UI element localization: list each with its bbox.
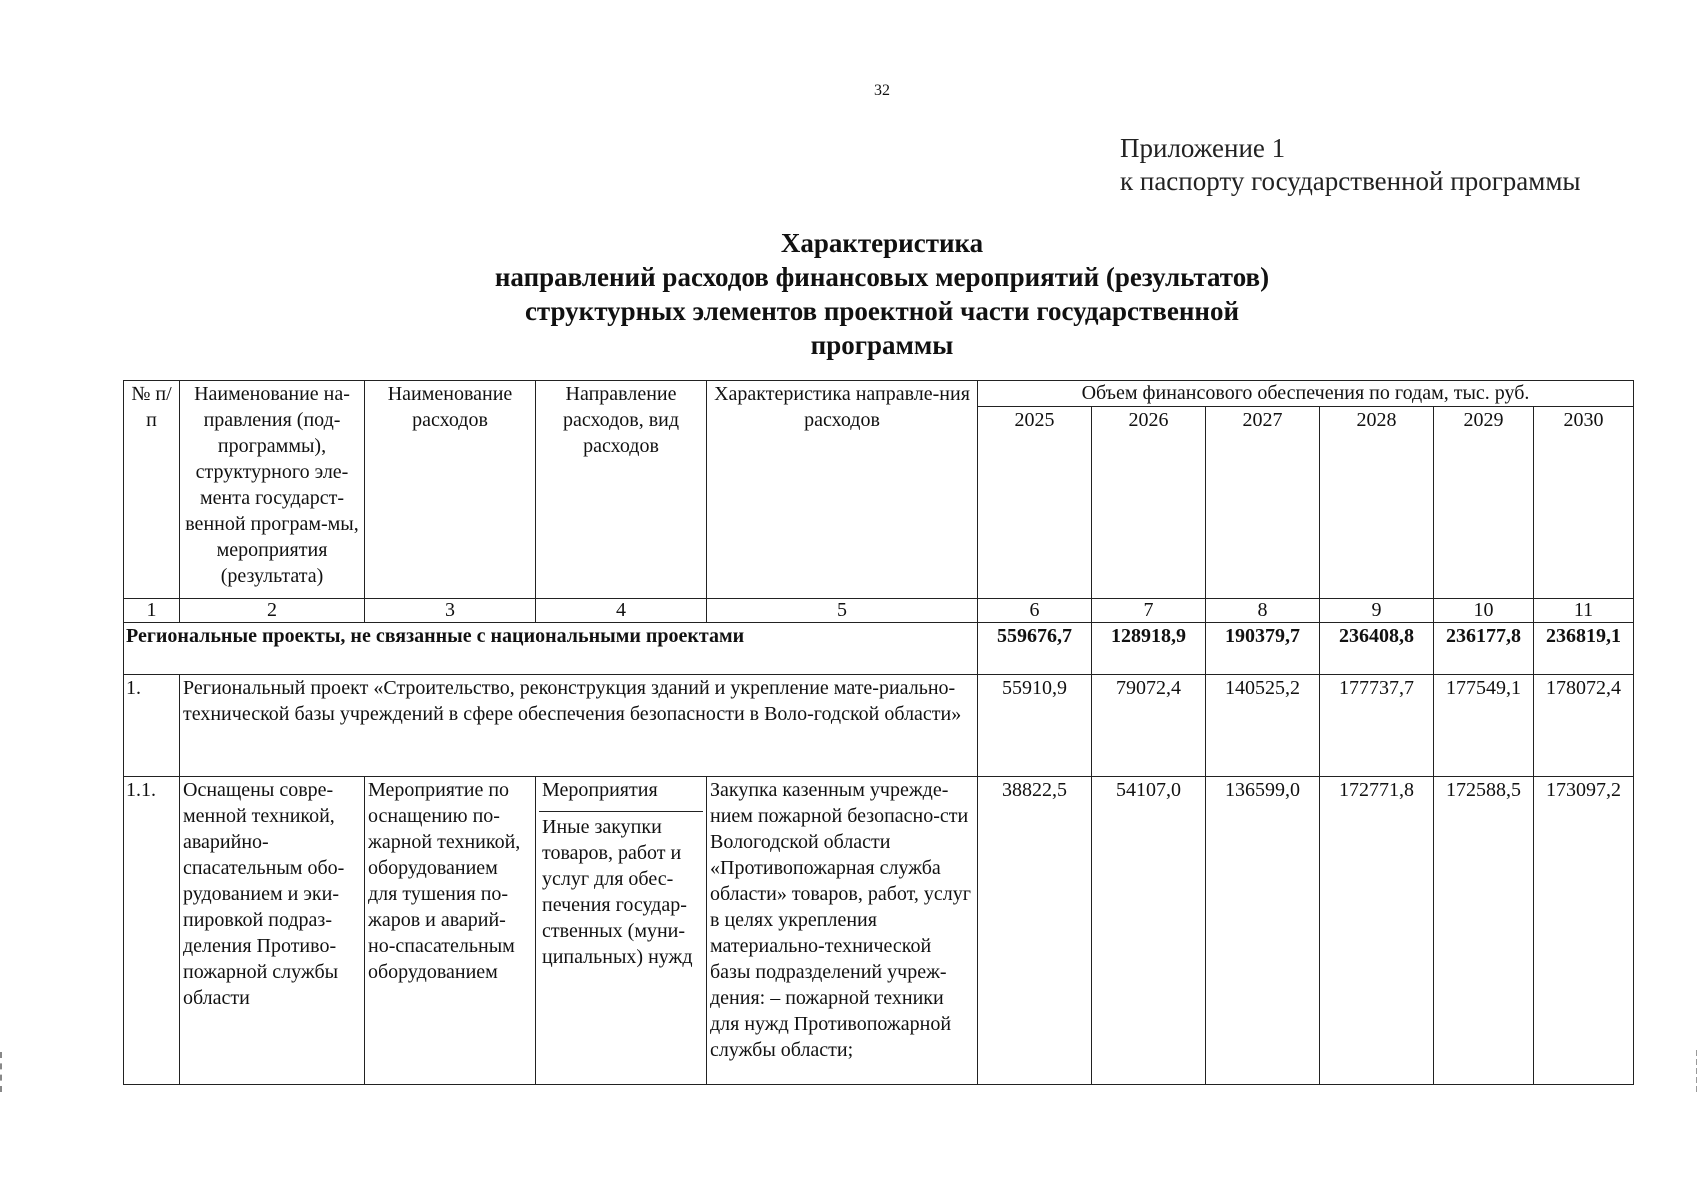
column-number: 11 <box>1534 599 1634 623</box>
expense-characteristic: Закупка казенным учрежде-нием пожарной безопасно-сти Вологодской области «Противопожарная служба области» товаров, работ, услуг в целях укрепления материально-технической базы подразделений учреж-дения: – пожарной техники для нужд Противопожарной службы области; <box>707 777 978 1085</box>
header-year-2030: 2030 <box>1534 407 1634 599</box>
scan-margin-marks-left <box>0 1052 12 1092</box>
column-number: 7 <box>1092 599 1206 623</box>
column-number: 10 <box>1434 599 1534 623</box>
row-value-2030: 173097,2 <box>1534 777 1634 1085</box>
table-row <box>124 675 1634 777</box>
column-number: 6 <box>978 599 1092 623</box>
section-label: Региональные проекты, не связанные с национальными проектами <box>124 623 978 675</box>
project-name: Региональный проект «Строительство, реконструкция зданий и укрепление мате-риально-технической базы учреждений в сфере обеспечения безопасности в Воло-годской области» <box>180 675 978 777</box>
row-value-2025: 55910,9 <box>978 675 1092 777</box>
appendix-line-1: Приложение 1 <box>1120 133 1286 163</box>
section-value-2026: 128918,9 <box>1092 623 1206 675</box>
result-name: Оснащены совре-менной техникой, аварийно-спасательным обо-рудованием и эки-пировкой подраз-деления Противо-пожарной службы области <box>180 777 365 1085</box>
header-year-2025: 2025 <box>978 407 1092 599</box>
column-number: 8 <box>1206 599 1320 623</box>
expense-direction-bottom: Иные закупки товаров, работ и услуг для обес-печения государ-ственных (муни-ципальных) нужд <box>542 816 693 968</box>
expense-name: Мероприятие по оснащению по-жарной техникой, оборудованием для тушения по-жаров и аварий-но-спасательным оборудованием <box>365 777 536 1085</box>
column-number: 1 <box>124 599 180 623</box>
appendix-line-2: к паспорту государственной программы <box>1120 166 1581 196</box>
column-number: 9 <box>1320 599 1434 623</box>
row-value-2029: 177549,1 <box>1434 675 1534 777</box>
scan-margin-marks-right <box>1688 1050 1697 1092</box>
header-num: № п/п <box>124 381 180 599</box>
header-year-2027: 2027 <box>1206 407 1320 599</box>
header-funding-group: Объем финансового обеспечения по годам, тыс. руб. <box>978 381 1634 407</box>
appendix-note <box>1120 132 1581 198</box>
row-value-2029: 172588,5 <box>1434 777 1534 1085</box>
section-value-2029: 236177,8 <box>1434 623 1534 675</box>
row-value-2030: 178072,4 <box>1534 675 1634 777</box>
column-number: 2 <box>180 599 365 623</box>
section-value-2030: 236819,1 <box>1534 623 1634 675</box>
section-value-2028: 236408,8 <box>1320 623 1434 675</box>
header-expense-direction: Направление расходов, вид расходов <box>536 381 707 599</box>
header-direction-name: Наименование на-правления (под-программы), структурного эле-мента государст-венной програм-мы, мероприятия (результата) <box>180 381 365 599</box>
expense-table <box>123 380 1634 1085</box>
title-line-2: направлений расходов финансовых мероприятий (результатов) <box>494 262 1270 292</box>
header-expense-name: Наименование расходов <box>365 381 536 599</box>
row-value-2025: 38822,5 <box>978 777 1092 1085</box>
column-number-row <box>124 599 1634 623</box>
expense-direction-top: Мероприятия <box>539 777 703 812</box>
title-line-3: структурных элементов проектной части государственной <box>524 296 1240 326</box>
section-value-2025: 559676,7 <box>978 623 1092 675</box>
title-line-1: Характеристика <box>780 228 984 258</box>
row-value-2027: 140525,2 <box>1206 675 1320 777</box>
row-value-2026: 54107,0 <box>1092 777 1206 1085</box>
section-value-2027: 190379,7 <box>1206 623 1320 675</box>
page-number: 32 <box>874 82 890 99</box>
header-year-2026: 2026 <box>1092 407 1206 599</box>
column-number: 4 <box>536 599 707 623</box>
section-row <box>124 623 1634 675</box>
header-year-2029: 2029 <box>1434 407 1534 599</box>
header-row-1 <box>124 381 1634 407</box>
row-value-2026: 79072,4 <box>1092 675 1206 777</box>
row-number: 1. <box>124 675 180 777</box>
column-number: 3 <box>365 599 536 623</box>
row-value-2028: 172771,8 <box>1320 777 1434 1085</box>
document-title <box>0 226 1697 362</box>
row-value-2028: 177737,7 <box>1320 675 1434 777</box>
row-number: 1.1. <box>124 777 180 1085</box>
table-row <box>124 777 1634 1085</box>
header-year-2028: 2028 <box>1320 407 1434 599</box>
row-value-2027: 136599,0 <box>1206 777 1320 1085</box>
expense-direction-cell <box>536 777 707 1085</box>
title-line-4: программы <box>810 330 954 360</box>
column-number: 5 <box>707 599 978 623</box>
header-characteristic: Характеристика направле-ния расходов <box>707 381 978 599</box>
